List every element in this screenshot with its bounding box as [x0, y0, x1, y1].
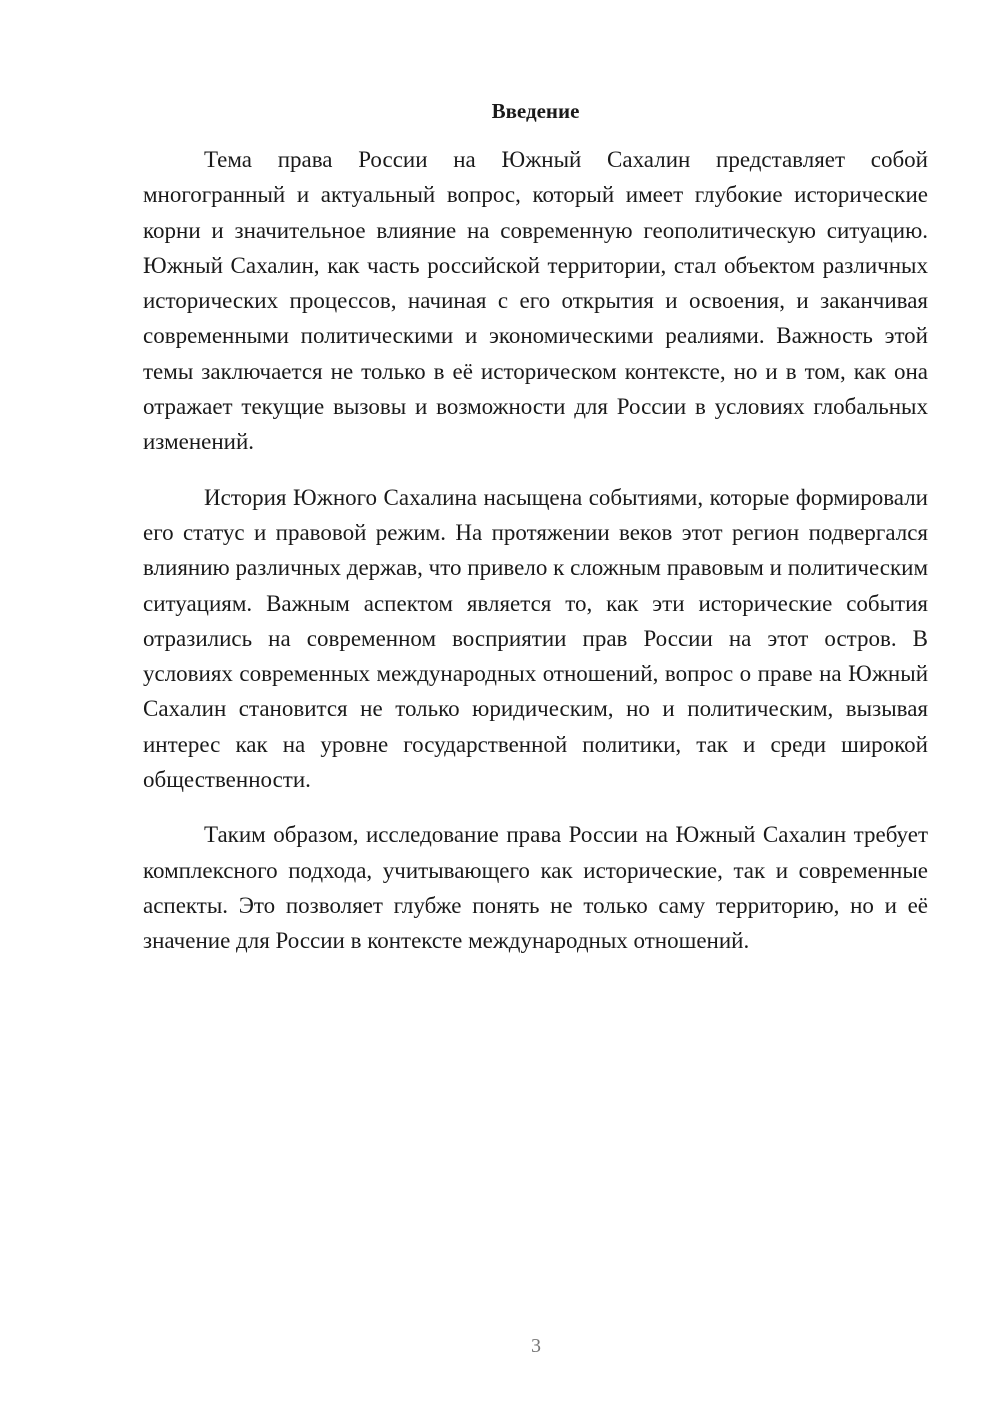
paragraph: История Южного Сахалина насыщена событиями, которые формировали его статус и правовой режим. На протяжении веков этот регион подвергался влиянию различных держав, что привело к сложным правовым и политическим ситуациям. Важным аспектом является то, как эти исторические события отразились на современном восприятии прав России на этот остров. В условиях современных международных отношений, вопрос о праве на Южный Сахалин становится не только юридическим, но и политическим, вызывая интерес как на уровне государственной политики, так и среди широкой общественности. [143, 484, 928, 793]
page-number: 3 [531, 1335, 541, 1357]
section-heading: Введение [491, 99, 580, 123]
paragraph: Таким образом, исследование права России на Южный Сахалин требует комплексного подхода, учитывающего как исторические, так и современные аспекты. Это позволяет глубже понять не только саму территорию, но и её значение для России в контексте международных отношений. [143, 822, 928, 954]
body-text [143, 142, 928, 979]
paragraph: Тема права России на Южный Сахалин представляет собой многогранный и актуальный вопрос, который имеет глубокие исторические корни и значительное влияние на современную геополитическую ситуацию. Южный Сахалин, как часть российской территории, стал объектом различных исторических процессов, начиная с его открытия и освоения, и заканчивая современными политическими и экономическими реалиями. Важность этой темы заключается не только в её историческом контексте, но и в том, как она отражает текущие вызовы и возможности для России в условиях глобальных изменений. [143, 147, 928, 455]
